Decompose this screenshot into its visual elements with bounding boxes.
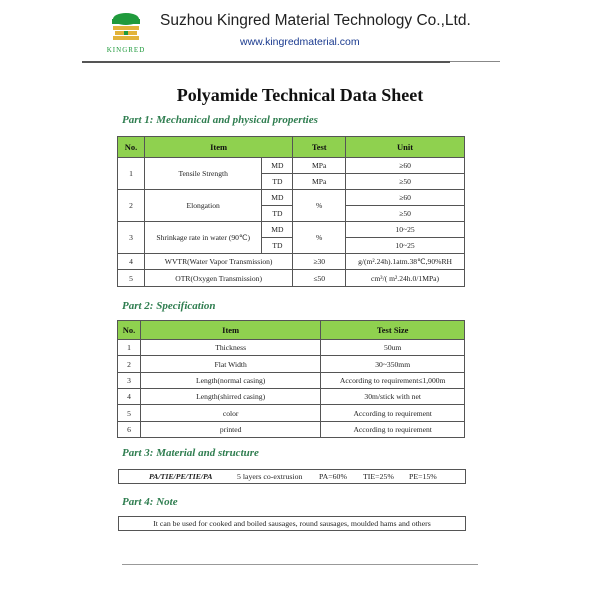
header-divider	[82, 61, 450, 63]
specification-table	[117, 320, 465, 438]
cell-item: Length(normal casing)	[140, 373, 320, 389]
cell-test: %	[293, 222, 346, 254]
cell-size: According to requirement	[321, 422, 465, 438]
cell-direction: MD	[262, 222, 293, 238]
cell-size: 50um	[321, 340, 465, 356]
cell-test: MPa	[293, 174, 346, 190]
header-divider-right	[450, 61, 500, 62]
cell-test: MPa	[293, 158, 346, 174]
cell-item: color	[140, 405, 320, 422]
table-row	[118, 222, 465, 238]
col-header-item: Item	[144, 137, 292, 158]
structure-formula: PA/TIE/PE/TIE/PA	[149, 472, 213, 481]
cell-direction: MD	[262, 158, 293, 174]
tie-percent: TIE=25%	[363, 472, 394, 481]
cell-unit: cm³/( m².24h.0/1MPa)	[346, 270, 465, 287]
pa-percent: PA=60%	[319, 472, 347, 481]
cell-item: printed	[140, 422, 320, 438]
cell-unit: 10~25	[346, 238, 465, 254]
cell-size: 30m/stick with net	[321, 389, 465, 405]
cell-direction: TD	[262, 206, 293, 222]
cell-size: According to requirement≤1,000m	[321, 373, 465, 389]
company-website-link[interactable]: www.kingredmaterial.com	[240, 36, 360, 48]
table-header-row	[118, 137, 465, 158]
cell-item: Elongation	[144, 190, 262, 222]
material-structure-box	[118, 469, 466, 484]
cell-test: ≥30	[293, 254, 346, 270]
cell-no: 3	[118, 222, 145, 254]
cell-item: Thickness	[140, 340, 320, 356]
cell-no: 4	[118, 389, 141, 405]
cell-test: %	[293, 190, 346, 222]
cell-unit: 10~25	[346, 222, 465, 238]
col-header-item: Item	[140, 321, 320, 340]
table-row	[118, 340, 465, 356]
part3-heading: Part 3: Material and structure	[122, 447, 259, 459]
table-row	[118, 422, 465, 438]
cell-unit: ≥60	[346, 190, 465, 206]
table-row	[118, 158, 465, 174]
cell-unit: ≥50	[346, 206, 465, 222]
cell-test: ≤50	[293, 270, 346, 287]
table-row	[118, 356, 465, 373]
footer-divider	[122, 564, 478, 565]
layers-text: 5 layers co-extrusion	[237, 472, 303, 481]
table-header-row	[118, 321, 465, 340]
cell-direction: TD	[262, 238, 293, 254]
part2-heading: Part 2: Specification	[122, 300, 216, 312]
cell-item: Length(shirred casing)	[140, 389, 320, 405]
cell-no: 5	[118, 270, 145, 287]
kingred-logo	[98, 10, 154, 56]
table-row	[118, 405, 465, 422]
logo-icon	[98, 10, 154, 56]
part1-heading: Part 1: Mechanical and physical properties	[122, 114, 318, 126]
cell-no: 4	[118, 254, 145, 270]
mechanical-properties-table	[117, 136, 465, 287]
cell-item: Shrinkage rate in water (90℃)	[144, 222, 262, 254]
cell-no: 6	[118, 422, 141, 438]
note-text: It can be used for cooked and boiled sausages, round sausages, moulded hams and others	[153, 519, 431, 528]
cell-unit: ≥60	[346, 158, 465, 174]
cell-no: 5	[118, 405, 141, 422]
table-row	[118, 254, 465, 270]
cell-no: 2	[118, 190, 145, 222]
page-title: Polyamide Technical Data Sheet	[176, 85, 424, 105]
cell-no: 3	[118, 373, 141, 389]
col-header-unit: Unit	[346, 137, 465, 158]
cell-item: OTR(Oxygen Transmission)	[144, 270, 292, 287]
company-name: Suzhou Kingred Material Technology Co.,Ltd.	[160, 12, 471, 29]
pe-percent: PE=15%	[409, 472, 437, 481]
table-row	[118, 190, 465, 206]
col-header-test: Test	[293, 137, 346, 158]
table-row	[118, 270, 465, 287]
cell-size: 30~350mm	[321, 356, 465, 373]
part4-heading: Part 4: Note	[122, 496, 178, 508]
col-header-no: No.	[118, 137, 145, 158]
table-row	[118, 373, 465, 389]
cell-no: 2	[118, 356, 141, 373]
cell-unit: ≥50	[346, 174, 465, 190]
cell-direction: TD	[262, 174, 293, 190]
cell-item: WVTR(Water Vapor Transmission)	[144, 254, 292, 270]
note-box	[118, 516, 466, 531]
svg-text:KINGRED: KINGRED	[106, 46, 146, 54]
col-header-no: No.	[118, 321, 141, 340]
cell-no: 1	[118, 158, 145, 190]
cell-no: 1	[118, 340, 141, 356]
cell-direction: MD	[262, 190, 293, 206]
cell-unit: g/(m².24h).1atm.38℃,90%RH	[346, 254, 465, 270]
cell-size: According to requirement	[321, 405, 465, 422]
table-row	[118, 389, 465, 405]
col-header-test-size: Test Size	[321, 321, 465, 340]
cell-item: Tensile Strength	[144, 158, 262, 190]
cell-item: Flat Width	[140, 356, 320, 373]
